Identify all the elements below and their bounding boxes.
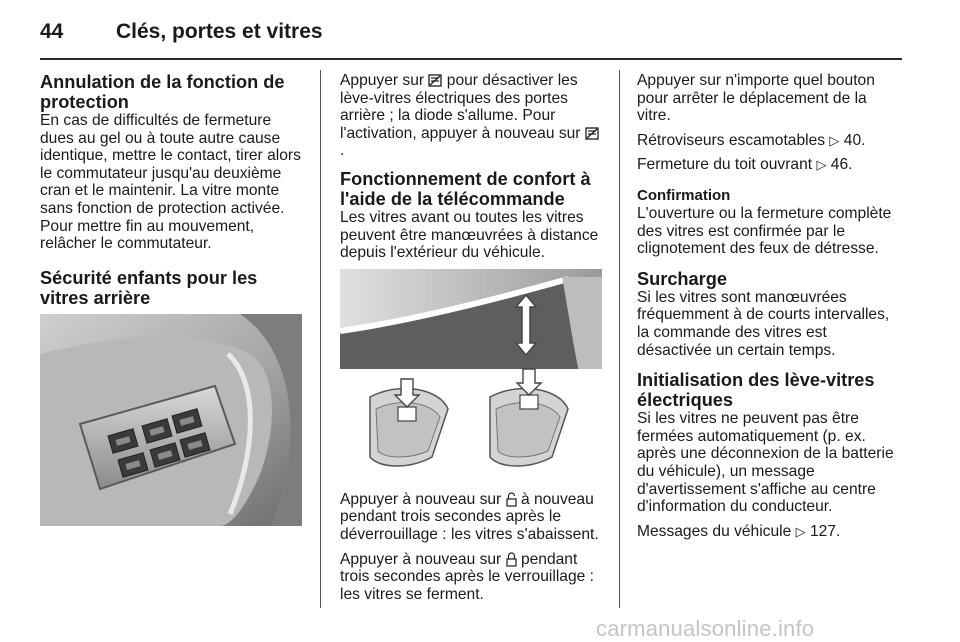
remote-key-illustration	[340, 269, 602, 479]
paragraph-confort: Les vitres avant ou toutes les vitres peuvent être manœuvrées à distance depuis l'extérieur du véhicule.	[340, 208, 599, 262]
ref-arrow-icon: ▷	[829, 132, 840, 148]
door-window-switch-photo	[40, 314, 302, 526]
heading-initialisation: Initialisation des lève-vitres électriques	[637, 370, 875, 411]
lock-icon	[506, 552, 517, 567]
chapter-title: Clés, portes et vitres	[116, 20, 323, 43]
heading-annulation: Annulation de la fonction de protection	[40, 72, 285, 112]
heading-surcharge: Surcharge	[637, 268, 727, 289]
paragraph-surcharge: Si les vitres sont manœuvrées fréquemment à de courts intervalles, la commande des vitres est désactivée un certain temps.	[637, 288, 890, 359]
paragraph-annulation: En cas de difficultés de fermeture dues au gel ou à toute autre cause identique, mettre le contact, tirer alors le commutateur jusqu'au deuxième cran et le maintenir. La vitre monte sans fonction de protection activée. Pour mettre fin au mouvement, relâcher le commutateur.	[40, 112, 301, 253]
link-toit-ouvrant[interactable]: Fermeture du toit ouvrant ▷ 46.	[637, 156, 853, 174]
link-retroviseurs[interactable]: Rétroviseurs escamotables ▷ 40.	[637, 131, 866, 149]
ref-arrow-icon: ▷	[795, 523, 806, 539]
paragraph-lock-raise: Appuyer à nouveau sur pendant trois secondes après le verrouillage : les vitres se ferment.	[340, 550, 594, 603]
ref-arrow-icon: ▷	[816, 157, 827, 173]
key-fob-left	[370, 379, 448, 466]
watermark: carmanualsonline.info	[596, 616, 815, 641]
column-divider	[619, 70, 620, 608]
paragraph-confirmation: L'ouverture ou la fermeture complète des vitres est confirmée par le clignotement des feux de détresse.	[637, 204, 892, 258]
column-3	[637, 72, 901, 547]
child-lock-icon	[585, 127, 599, 140]
unlock-icon	[506, 492, 517, 507]
heading-securite-enfants: Sécurité enfants pour les vitres arrière	[40, 267, 258, 308]
column-divider	[320, 70, 321, 608]
paragraph-initialisation: Si les vitres ne peuvent pas être fermées automatiquement (p. ex. après une déconnexion de la batterie du véhicule), un message d'avertissement s'affiche au centre d'information du conducteur.	[637, 410, 894, 516]
page-number: 44	[40, 20, 64, 43]
column-1	[40, 72, 302, 526]
paragraph-stop: Appuyer sur n'importe quel bouton pour arrêter le déplacement de la vitre.	[637, 72, 875, 125]
paragraph-unlock-lower: Appuyer à nouveau sur à nouveau pendant trois secondes après le déverrouillage : les vitres s'abaissent.	[340, 490, 599, 543]
link-messages-vehicule[interactable]: Messages du véhicule ▷ 127.	[637, 522, 841, 540]
key-fob-right	[490, 369, 568, 466]
heading-confirmation: Confirmation	[637, 186, 731, 204]
heading-confort: Fonctionnement de confort à l'aide de la télécommande	[340, 168, 591, 209]
page-header	[40, 18, 902, 62]
paragraph-child-lock: Appuyer sur pour désactiver les lève-vitres électriques des portes arrière ; la diode s'allume. Pour l'activation, appuyer à nouveau sur .	[340, 72, 602, 160]
header-rule	[40, 58, 902, 60]
child-lock-icon	[428, 74, 442, 87]
column-2	[340, 72, 602, 610]
